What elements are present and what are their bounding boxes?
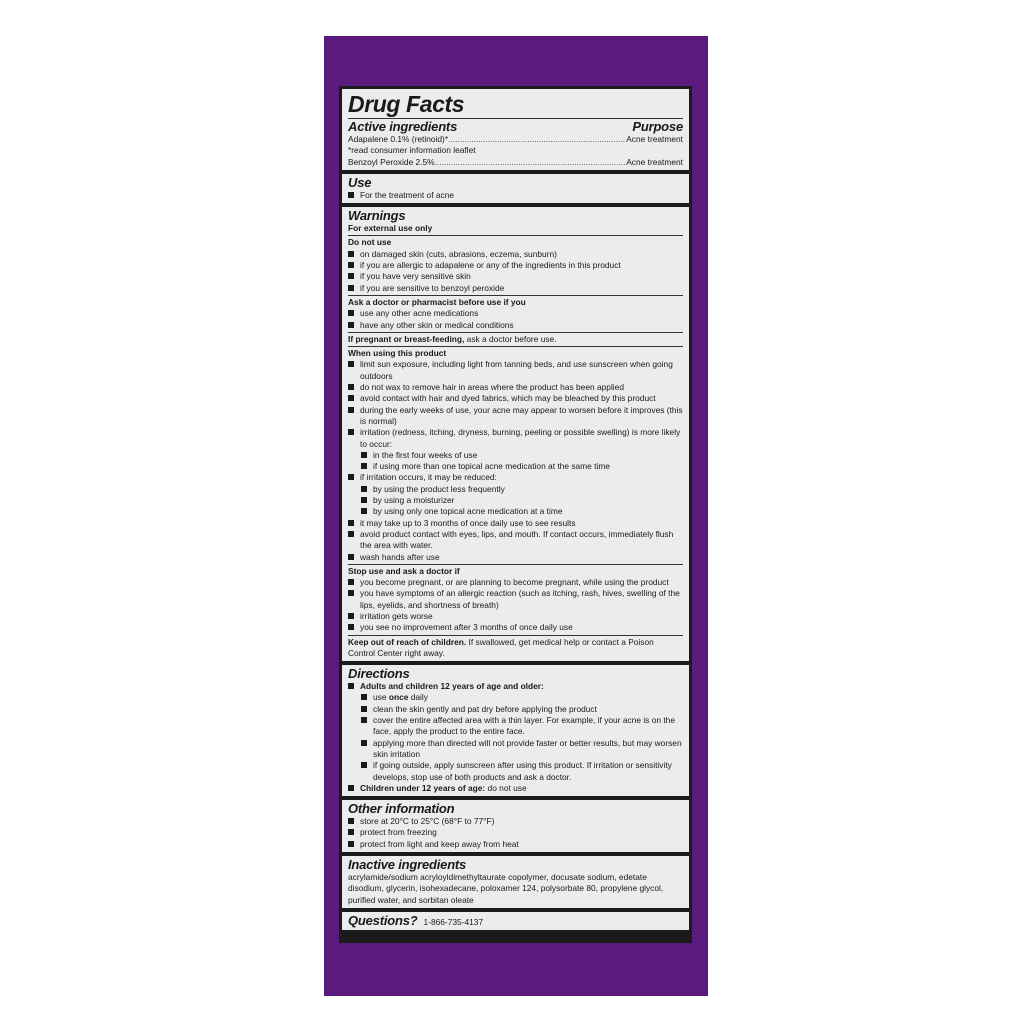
bullet-icon: [348, 531, 354, 537]
list-item: use any other acne medications: [348, 308, 683, 319]
inactive-ingredients-text: acrylamide/sodium acryloyldimethyltaurate copolymer, docusate sodium, edetate disodium, glycerin, isohexadecane, poloxamer 124, polysorbate 80, propylene glycol, purified water, and sorbitan oleate: [348, 872, 664, 905]
bullet-icon: [348, 624, 354, 630]
bullet-icon: [348, 322, 354, 328]
list-item: irritation gets worse: [348, 611, 683, 622]
bullet-icon: [361, 463, 367, 469]
other-information-heading: Other information: [348, 801, 455, 817]
bullet-icon: [348, 192, 354, 198]
list-item: wash hands after use: [348, 552, 683, 563]
bullet-icon: [348, 590, 354, 596]
list-item: if going outside, apply sunscreen after using this product. If irritation or sensitivity develops, stop use of both products and ask a doctor.: [348, 760, 683, 783]
bullet-icon: [348, 251, 354, 257]
inactive-ingredients-section: [342, 856, 689, 908]
external-use-note: For external use only: [348, 223, 433, 234]
list-item: applying more than directed will not provide faster or better results, but may worsen skin irritation: [348, 738, 683, 761]
bullet-icon: [348, 613, 354, 619]
bullet-icon: [348, 361, 354, 367]
bullet-icon: [361, 694, 367, 700]
bullet-icon: [348, 683, 354, 689]
list-item: if you are allergic to adapalene or any of the ingredients in this product: [348, 260, 683, 271]
bullet-icon: [348, 395, 354, 401]
bullet-icon: [361, 486, 367, 492]
list-item: avoid contact with hair and dyed fabrics, which may be bleached by this product: [348, 393, 683, 404]
directions-section: [342, 665, 689, 796]
directions-heading: Directions: [348, 666, 410, 682]
bullet-icon: [361, 452, 367, 458]
bullet-icon: [361, 740, 367, 746]
list-item: if irritation occurs, it may be reduced:: [348, 472, 683, 483]
list-item: protect from light and keep away from heat: [348, 839, 683, 850]
when-using-heading: When using this product: [348, 348, 447, 359]
list-item: cover the entire affected area with a thin layer. For example, if your acne is on the face, apply the product to the entire face.: [348, 715, 683, 738]
bullet-icon: [348, 285, 354, 291]
list-item: have any other skin or medical conditions: [348, 320, 683, 331]
ingredient-row: Benzoyl Peroxide 2.5% ..... Acne treatment: [348, 157, 683, 168]
list-item: you see no improvement after 3 months of once daily use: [348, 622, 683, 633]
bullet-icon: [348, 818, 354, 824]
list-item: store at 20°C to 25°C (68°F to 77°F): [348, 816, 683, 827]
bullet-icon: [361, 508, 367, 514]
bullet-icon: [348, 554, 354, 560]
bullet-icon: [348, 579, 354, 585]
other-information-section: [342, 800, 689, 852]
warnings-section: [342, 207, 689, 661]
list-item: you become pregnant, or are planning to become pregnant, while using the product: [348, 577, 683, 588]
active-ingredients-section: [342, 89, 689, 170]
drug-facts-title: Drug Facts: [348, 91, 683, 119]
list-item: Adults and children 12 years of age and older:: [348, 681, 683, 692]
bullet-icon: [348, 310, 354, 316]
inactive-ingredients-heading: Inactive ingredients: [348, 857, 467, 873]
drug-facts-label: [339, 86, 692, 943]
list-item: if using more than one topical acne medication at the same time: [348, 461, 683, 472]
bullet-icon: [348, 407, 354, 413]
ask-doctor-heading: Ask a doctor or pharmacist before use if you: [348, 296, 526, 307]
list-item: use once daily: [348, 692, 683, 703]
list-item: by using the product less frequently: [348, 484, 683, 495]
pregnancy-warning: If pregnant or breast-feeding, ask a doctor before use.: [348, 333, 557, 344]
list-item: by using a moisturizer: [348, 495, 683, 506]
bullet-icon: [348, 273, 354, 279]
warnings-heading: Warnings: [348, 208, 406, 224]
bullet-icon: [348, 384, 354, 390]
list-item: by using only one topical acne medication at a time: [348, 506, 683, 517]
questions-heading: Questions?: [348, 912, 418, 928]
list-item: on damaged skin (cuts, abrasions, eczema, sunburn): [348, 249, 683, 260]
list-item: For the treatment of acne: [348, 190, 683, 201]
bullet-icon: [348, 474, 354, 480]
list-item: do not wax to remove hair in areas where the product has been applied: [348, 382, 683, 393]
bullet-icon: [348, 829, 354, 835]
list-item: you have symptoms of an allergic reaction (such as itching, rash, hives, swelling of the lips, eyelids, and shortness of breath): [348, 588, 683, 611]
bullet-icon: [348, 262, 354, 268]
list-item: Children under 12 years of age: do not use: [348, 783, 683, 794]
list-item: avoid product contact with eyes, lips, and mouth. If contact occurs, immediately flush the area with water.: [348, 529, 683, 552]
use-heading: Use: [348, 174, 372, 190]
list-item: in the first four weeks of use: [348, 450, 683, 461]
bullet-icon: [348, 520, 354, 526]
bullet-icon: [361, 706, 367, 712]
use-section: [342, 174, 689, 203]
ingredient-row: Adapalene 0.1% (retinoid)* ..... Acne treatment: [348, 134, 683, 145]
list-item: clean the skin gently and pat dry before applying the product: [348, 704, 683, 715]
active-ingredients-heading: Active ingredients: [348, 119, 458, 134]
purpose-heading: Purpose: [632, 119, 683, 134]
list-item: if you have very sensitive skin: [348, 271, 683, 282]
list-item: it may take up to 3 months of once daily use to see results: [348, 518, 683, 529]
bullet-icon: [361, 762, 367, 768]
list-item: protect from freezing: [348, 827, 683, 838]
bullet-icon: [348, 841, 354, 847]
stop-use-heading: Stop use and ask a doctor if: [348, 565, 460, 576]
list-item: limit sun exposure, including light from tanning beds, and use sunscreen when going outdoors: [348, 359, 683, 382]
questions-phone: 1-866-735-4137: [423, 916, 484, 927]
bullet-icon: [361, 717, 367, 723]
bullet-icon: [348, 785, 354, 791]
keep-out-warning: Keep out of reach of children. If swallowed, get medical help or contact a Poison Control Center right away.: [348, 636, 654, 658]
list-item: during the early weeks of use, your acne may appear to worsen before it improves (this is normal): [348, 405, 683, 428]
list-item: if you are sensitive to benzoyl peroxide: [348, 283, 683, 294]
list-item: irritation (redness, itching, dryness, burning, peeling or possible swelling) is more likely to occur:: [348, 427, 683, 450]
questions-section: [342, 912, 689, 930]
ingredient-note: *read consumer information leaflet: [348, 145, 476, 156]
do-not-use-heading: Do not use: [348, 237, 392, 248]
bullet-icon: [348, 429, 354, 435]
bullet-icon: [361, 497, 367, 503]
